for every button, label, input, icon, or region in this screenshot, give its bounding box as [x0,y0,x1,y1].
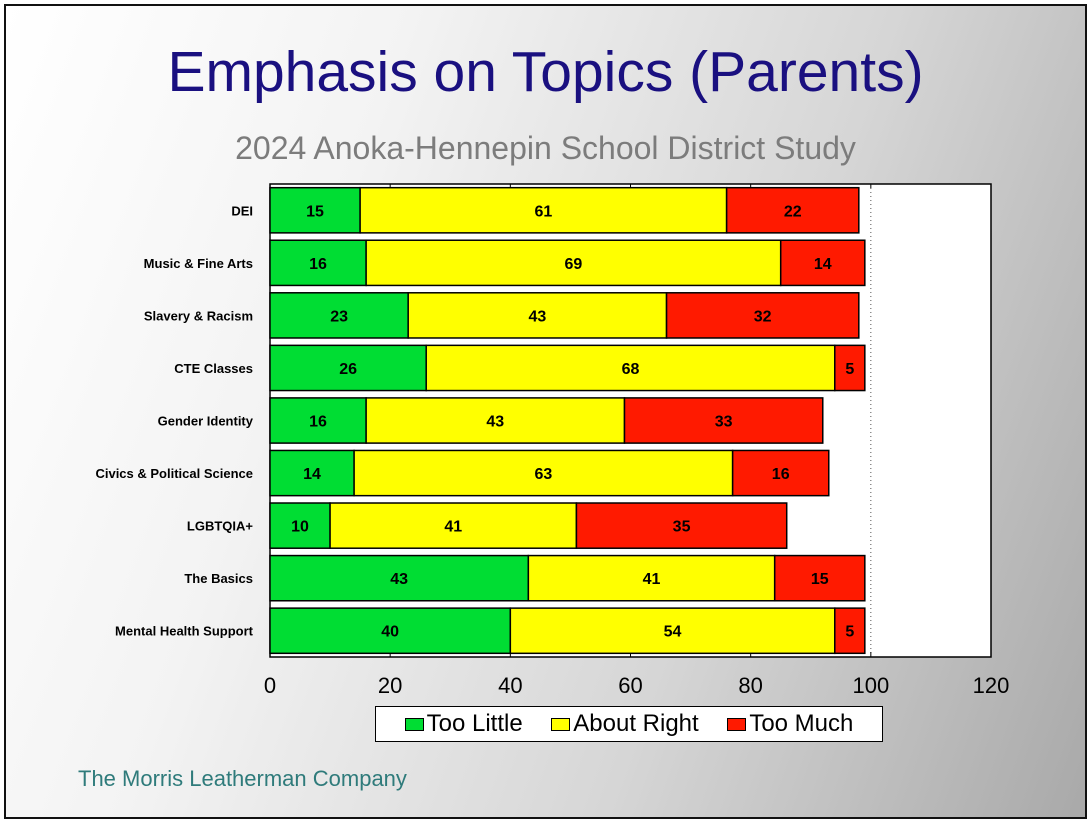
category-label: Gender Identity [157,413,253,429]
legend-label: About Right [573,710,699,737]
data-label: 5 [845,623,855,641]
data-label: 68 [621,360,640,378]
category-label: Slavery & Racism [143,308,253,324]
data-label: 16 [771,466,790,484]
x-tick-label: 80 [738,673,763,698]
x-tick-label: 100 [852,673,890,698]
chart-title: Emphasis on Topics (Parents) [167,40,924,104]
category-label: Mental Health Support [115,623,253,639]
x-tick-label: 40 [498,673,523,698]
data-label: 40 [381,623,400,641]
data-label: 23 [330,308,348,326]
data-label: 41 [444,518,463,536]
x-tick-label: 20 [377,673,403,698]
data-label: 26 [339,360,358,378]
x-tick-label: 60 [618,673,643,698]
company-footer: The Morris Leatherman Company [78,766,407,791]
legend-label: Too Much [749,710,854,737]
category-label: DEI [231,203,253,219]
bar-chart [6,6,1085,817]
category-label: CTE Classes [174,360,253,376]
data-label: 43 [390,571,409,589]
data-label: 43 [486,413,505,431]
x-tick-label: 0 [263,673,277,698]
legend-swatch [551,718,570,731]
data-label: 22 [783,203,802,221]
legend-item [405,710,523,738]
legend-item [727,710,853,738]
data-label: 41 [642,571,661,589]
chart-subtitle: 2024 Anoka-Hennepin School District Study [235,130,856,166]
data-label: 10 [291,518,309,536]
x-tick-label: 120 [972,673,1010,698]
category-label: The Basics [184,571,253,587]
data-label: 63 [534,466,553,484]
legend [375,706,883,742]
category-label: Civics & Political Science [95,466,253,482]
data-label: 43 [528,308,547,326]
data-label: 61 [534,203,553,221]
data-label: 15 [306,203,324,221]
legend-swatch [405,718,424,731]
data-label: 5 [845,360,855,378]
legend-swatch [727,718,746,731]
data-label: 14 [813,255,832,273]
data-label: 16 [309,413,327,431]
legend-label: Too Little [426,710,523,737]
data-label: 14 [303,466,321,484]
data-label: 54 [663,623,682,641]
category-label: Music & Fine Arts [143,255,253,271]
category-label: LGBTQIA+ [186,518,253,534]
data-label: 16 [309,255,327,273]
legend-item [551,710,698,738]
chart-frame [4,4,1087,819]
data-label: 15 [810,571,829,589]
data-label: 69 [564,255,583,273]
data-label: 32 [753,308,772,326]
data-label: 33 [714,413,733,431]
data-label: 35 [672,518,691,536]
